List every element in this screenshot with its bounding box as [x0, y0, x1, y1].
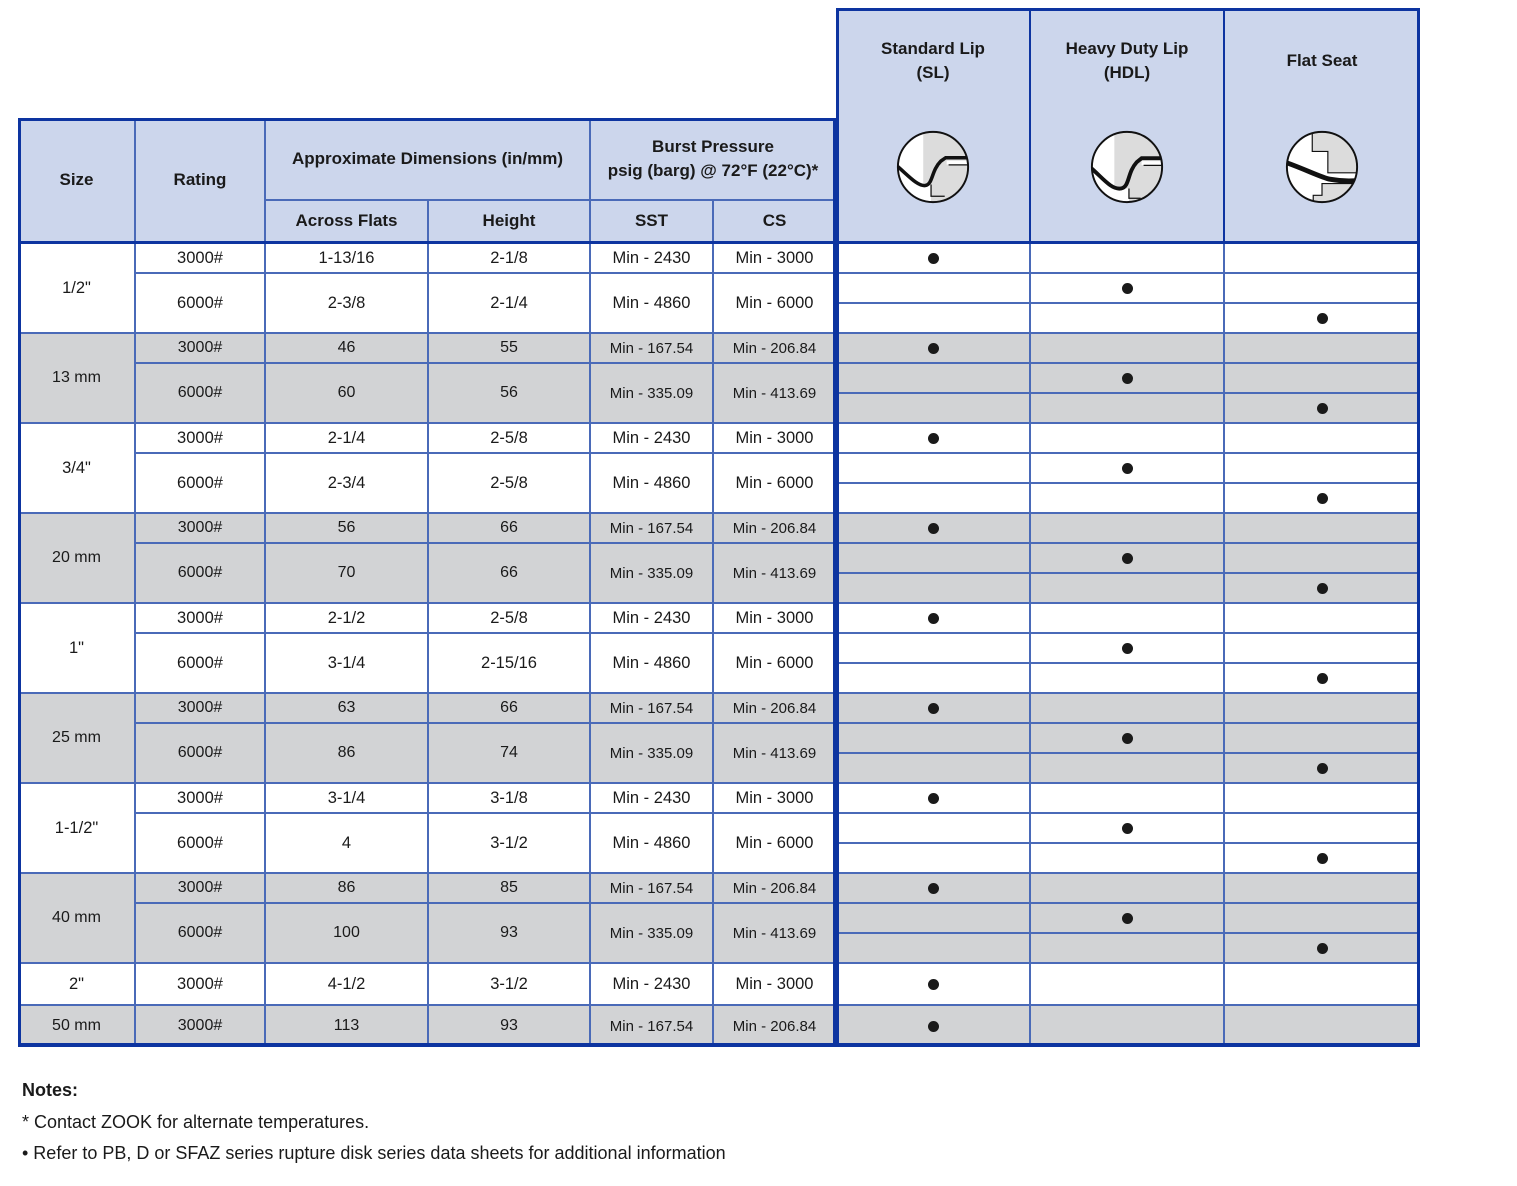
- height-cell: 2-5/8: [490, 473, 528, 492]
- size-cell: 1-1/2": [54, 818, 99, 837]
- rating-cell: 6000#: [177, 924, 223, 941]
- sst-cell: Min - 4860: [612, 833, 691, 852]
- seat-dot-fs: [1317, 853, 1328, 864]
- height-cell: 2-1/4: [490, 293, 528, 312]
- rating-cell: 3000#: [177, 248, 223, 267]
- across-flats-cell: 2-1/4: [327, 428, 366, 447]
- sst-cell: Min - 167.54: [609, 879, 694, 897]
- sst-cell: Min - 167.54: [609, 519, 694, 537]
- seat-dot-fs: [1317, 583, 1328, 594]
- seat-type-title: Heavy Duty Lip: [1065, 39, 1189, 58]
- across-flats-cell: 113: [333, 1017, 360, 1034]
- size-cell: 13 mm: [52, 369, 101, 386]
- across-flats-cell: 1-13/16: [318, 248, 375, 267]
- cs-cell: Min - 3000: [735, 974, 814, 993]
- height-cell: 3-1/2: [490, 833, 528, 852]
- across-flats-cell: 86: [337, 879, 356, 896]
- rating-cell: 3000#: [177, 1017, 223, 1034]
- seat-dot-sl: [928, 703, 939, 714]
- sst-cell: Min - 2430: [612, 788, 691, 807]
- size-cell: 2": [68, 974, 85, 993]
- seat-dot-fs: [1317, 403, 1328, 414]
- across-flats-cell: 2-1/2: [327, 608, 366, 627]
- rating-cell: 3000#: [177, 519, 223, 536]
- sst-cell: Min - 4860: [612, 293, 691, 312]
- height-cell: 66: [500, 564, 518, 581]
- across-flats-cell: 63: [337, 699, 356, 716]
- rating-cell: 3000#: [177, 608, 223, 627]
- sst-cell: Min - 167.54: [609, 1017, 694, 1035]
- height-cell: 56: [500, 384, 518, 401]
- across-flats-cell: 2-3/4: [327, 473, 366, 492]
- rating-cell: 6000#: [177, 384, 223, 401]
- seat-dot-hdl: [1122, 373, 1133, 384]
- cs-cell: Min - 3000: [735, 248, 814, 267]
- across-flats-cell: 70: [337, 564, 356, 581]
- sst-cell: Min - 2430: [612, 974, 691, 993]
- seat-dot-fs: [1317, 493, 1328, 504]
- height-cell: 3-1/2: [490, 974, 528, 993]
- height-cell: 2-1/8: [490, 248, 528, 267]
- rating-cell: 3000#: [177, 339, 223, 356]
- heavy-duty-lip-icon: [1088, 128, 1166, 206]
- rating-cell: 6000#: [177, 564, 223, 581]
- rating-cell: 3000#: [177, 879, 223, 896]
- rating-cell: 3000#: [177, 974, 223, 993]
- note-alternate-temperatures: * Contact ZOOK for alternate temperatures.: [22, 1112, 370, 1132]
- cs-cell: Min - 6000: [735, 833, 814, 852]
- size-cell: 1": [68, 638, 85, 657]
- height-cell: 66: [500, 519, 518, 536]
- seat-dot-hdl: [1122, 913, 1133, 924]
- size-cell: 20 mm: [52, 549, 101, 566]
- sst-cell: Min - 4860: [612, 653, 691, 672]
- cs-cell: Min - 6000: [735, 653, 814, 672]
- header-heavy-duty-lip: [1030, 26, 1224, 96]
- seat-dot-sl: [928, 1021, 939, 1032]
- cs-cell: Min - 413.69: [732, 744, 817, 762]
- rating-cell: 6000#: [177, 473, 223, 492]
- seat-dot-hdl: [1122, 463, 1133, 474]
- across-flats-cell: 46: [337, 339, 356, 356]
- header-dimensions: Approximate Dimensions (in/mm): [291, 148, 564, 168]
- seat-dot-sl: [928, 793, 939, 804]
- sst-cell: Min - 335.09: [609, 744, 694, 762]
- rating-cell: 6000#: [177, 833, 223, 852]
- height-cell: 55: [500, 339, 518, 356]
- height-cell: 93: [500, 924, 518, 941]
- across-flats-cell: 4: [341, 833, 352, 852]
- height-cell: 2-15/16: [481, 653, 537, 672]
- seat-dot-sl: [928, 433, 939, 444]
- header-cs: CS: [762, 211, 787, 231]
- standard-lip-icon: [894, 128, 972, 206]
- header-burst-pressure: [590, 118, 836, 200]
- sst-cell: Min - 335.09: [609, 924, 694, 942]
- header-standard-lip: [836, 26, 1030, 96]
- seat-dot-sl: [928, 613, 939, 624]
- height-cell: 66: [500, 699, 518, 716]
- seat-type-subtitle: (SL): [916, 63, 950, 82]
- across-flats-cell: 3-1/4: [327, 653, 366, 672]
- note-refer-series: • Refer to PB, D or SFAZ series rupture disk series data sheets for additional information: [22, 1143, 726, 1163]
- size-cell: 50 mm: [52, 1017, 101, 1034]
- height-cell: 2-5/8: [490, 608, 528, 627]
- header-across-flats: Across Flats: [295, 211, 398, 231]
- burst-pressure-line1: Burst Pressure: [652, 137, 774, 156]
- cs-cell: Min - 206.84: [732, 339, 817, 357]
- across-flats-cell: 100: [333, 924, 360, 941]
- cs-cell: Min - 3000: [735, 788, 814, 807]
- seat-dot-sl: [928, 979, 939, 990]
- size-cell: 40 mm: [52, 909, 101, 926]
- rating-cell: 6000#: [177, 653, 223, 672]
- rating-cell: 6000#: [177, 744, 223, 761]
- cs-cell: Min - 413.69: [732, 384, 817, 402]
- across-flats-cell: 86: [337, 744, 356, 761]
- sst-cell: Min - 2430: [612, 608, 691, 627]
- across-flats-cell: 56: [337, 519, 356, 536]
- sst-cell: Min - 335.09: [609, 564, 694, 582]
- sst-cell: Min - 2430: [612, 248, 691, 267]
- cs-cell: Min - 3000: [735, 608, 814, 627]
- flat-seat-icon: [1283, 128, 1361, 206]
- seat-dot-sl: [928, 883, 939, 894]
- rating-cell: 3000#: [177, 699, 223, 716]
- seat-dot-hdl: [1122, 553, 1133, 564]
- rating-cell: 6000#: [177, 293, 223, 312]
- across-flats-cell: 4-1/2: [327, 974, 366, 993]
- across-flats-cell: 3-1/4: [327, 788, 366, 807]
- sst-cell: Min - 335.09: [609, 384, 694, 402]
- seat-dot-fs: [1317, 313, 1328, 324]
- cs-cell: Min - 3000: [735, 428, 814, 447]
- cs-cell: Min - 206.84: [732, 519, 817, 537]
- header-size: Size: [59, 170, 94, 190]
- sst-cell: Min - 167.54: [609, 339, 694, 357]
- header-height: Height: [482, 211, 536, 231]
- seat-type-title: Standard Lip: [881, 39, 985, 58]
- sst-cell: Min - 2430: [612, 428, 691, 447]
- seat-dot-hdl: [1122, 823, 1133, 834]
- header-sst: SST: [634, 211, 669, 231]
- height-cell: 3-1/8: [490, 788, 528, 807]
- header-rating: Rating: [173, 170, 227, 190]
- seat-dot-fs: [1317, 763, 1328, 774]
- height-cell: 93: [500, 1017, 518, 1034]
- rating-cell: 3000#: [177, 428, 223, 447]
- seat-dot-hdl: [1122, 283, 1133, 294]
- seat-dot-hdl: [1122, 643, 1133, 654]
- cs-cell: Min - 413.69: [732, 564, 817, 582]
- size-cell: 25 mm: [52, 729, 101, 746]
- sst-cell: Min - 4860: [612, 473, 691, 492]
- seat-type-subtitle: (HDL): [1103, 63, 1151, 82]
- cs-cell: Min - 413.69: [732, 924, 817, 942]
- height-cell: 74: [500, 744, 518, 761]
- seat-dot-sl: [928, 523, 939, 534]
- seat-dot-fs: [1317, 673, 1328, 684]
- across-flats-cell: 60: [337, 384, 356, 401]
- cs-cell: Min - 6000: [735, 473, 814, 492]
- seat-dot-sl: [928, 253, 939, 264]
- size-cell: 1/2": [62, 278, 91, 297]
- burst-pressure-line2: psig (barg) @ 72°F (22°C)*: [607, 161, 819, 180]
- across-flats-cell: 2-3/8: [327, 293, 366, 312]
- cs-cell: Min - 206.84: [732, 879, 817, 897]
- seat-type-title: Flat Seat: [1286, 51, 1358, 70]
- cs-cell: Min - 6000: [735, 293, 814, 312]
- notes-title: Notes:: [22, 1080, 79, 1100]
- cs-cell: Min - 206.84: [732, 699, 817, 717]
- height-cell: 85: [500, 879, 518, 896]
- header-flat-seat: [1224, 26, 1420, 96]
- rating-cell: 3000#: [177, 788, 223, 807]
- sst-cell: Min - 167.54: [609, 699, 694, 717]
- seat-dot-hdl: [1122, 733, 1133, 744]
- size-cell: 3/4": [62, 458, 91, 477]
- height-cell: 2-5/8: [490, 428, 528, 447]
- cs-cell: Min - 206.84: [732, 1017, 817, 1035]
- seat-dot-sl: [928, 343, 939, 354]
- seat-dot-fs: [1317, 943, 1328, 954]
